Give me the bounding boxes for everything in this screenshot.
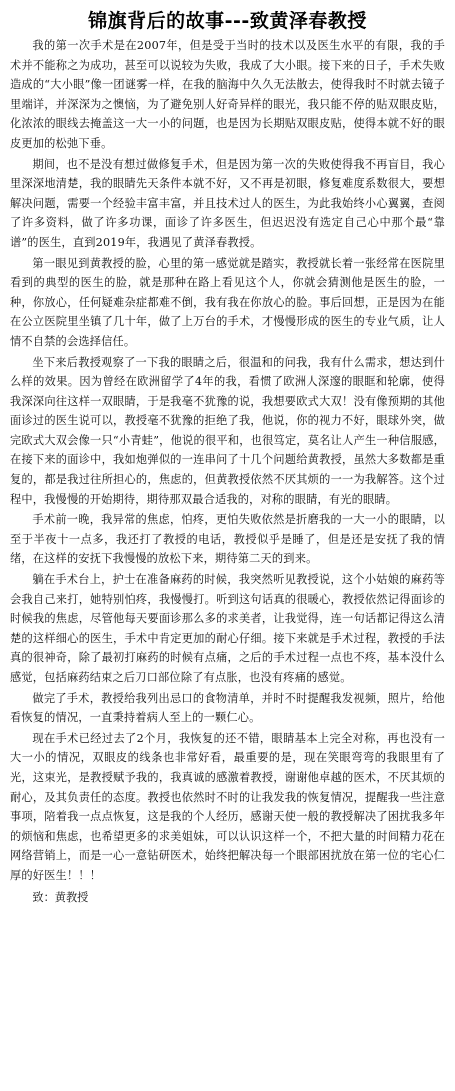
paragraph-4: 坐下来后教授观察了一下我的眼睛之后，很温和的问我，我有什么需求，想达到什么样的效果。因为曾经在欧洲留学了4年的我，看惯了欧洲人深邃的眼眶和轮廓，使得我深深向往这样一双眼睛，于是我毫不犹豫的说，我想要欧式大双！没有像预期的其他面诊过的医生说可以，教授毫不犹豫的拒绝了我，他说，你的视力不好，眼球外突，做完欧式大双会像一只“小青蛙”，他说的很平和，也很笃定，莫名让人产生一种信服感，在接下来的面诊中，我如炮弹似的一连串问了十几个问题给黄教授，虽然大多数都是重复的，都是我过往所担心的，焦虑的，但黄教授依然不厌其烦的一一为我解答。这个过程中，我慢慢的开始期待，期待那双最合适我的，对称的眼睛，有光的眼睛。 [10,355,445,506]
document-title: 锦旗背后的故事---致黄泽春教授 [88,10,367,32]
paragraph-8: 现在手术已经过去了2个月，我恢复的还不错，眼睛基本上完全对称，再也没有一大一小的情况，双眼皮的线条也非常好看，最重要的是，现在笑眼弯弯的我眼里有了光，这束光，是教授赋予我的，我真诚的感激着教授，谢谢他卓越的医术，不厌其烦的耐心，及其负责任的态度。教授也依然时不时的让我发我的恢复情况，提醒我一些注意事项，陪着我一点点恢复，这是我的个人经历，感谢天使一般的教授解决了困扰我多年的烦恼和焦虑，也希望更多的求美姐妹，可以认识这样一个，不把大量的时间精力花在网络营销上，而是一心一意钻研医术，始终把解决每一个眼部困扰放在第一位的宅心仁厚的好医生！！！ [10,731,445,882]
signature: 致：黄教授 [32,890,89,904]
paragraph-6: 躺在手术台上，护士在准备麻药的时候，我突然听见教授说，这个小姑娘的麻药等会我自己来打，她特别怕疼，我慢慢打。听到这句话真的很暖心，教授依然记得面诊的时候我的焦虑，尽管他每天要面诊那么多的求美者，让我觉得，连一句话都记得这么清楚的这样细心的医生，手术中肯定更加的耐心仔细。接下来就是手术过程，教授的手法真的很神奇，除了最初打麻药的时候有点痛，之后的手术过程一点也不疼，基本没什么感觉，包括麻药结束之后刀口部位除了有点胀，也没有疼痛的感觉。 [10,573,445,684]
paragraph-5: 手术前一晚，我异常的焦虑，怕疼，更怕失败依然是折磨我的一大一小的眼睛，以至于半夜十一点多，我还打了教授的电话，教授似乎是睡了，但是还是安抚了我的情绪，在这样的安抚下我慢慢的放松下来，期待第二天的到来。 [10,513,445,566]
paragraph-2: 期间，也不是没有想过做修复手术，但是因为第一次的失败使得我不再盲目，我心里深深地清楚，我的眼睛先天条件本就不好，又不再是初眼，修复难度系数很大，要想解决问题，需要一个经验丰富丰富，并且技术过人的医生，为此我始终小心翼翼，查阅了许多资料，做了许多功课，面诊了许多医生，但迟迟没有选定自己心中那个最“靠谱”的医生，直到2019年，我遇见了黄泽春教授。 [10,157,445,249]
paragraph-3: 第一眼见到黄教授的脸，心里的第一感觉就是踏实，教授就长着一张经常在医院里看到的典型的医生的脸，就是那种在路上看见这个人，你就会猜测他是医生的脸，一种，你放心，任何疑难杂症都难不倒，我有我在你放心的脸。事后回想，正是因为在能在公立医院里坐镇了几十年，做了上万台的手术，才慢慢形成的医生的专业气质，让人情不自禁的会选择信任。 [10,256,445,348]
paragraph-7: 做完了手术，教授给我列出忌口的食物清单，并时不时提醒我发视频，照片，给他看恢复的情况，一直秉持着病人至上的一颗仁心。 [10,691,445,725]
paragraph-1: 我的第一次手术是在2007年，但是受于当时的技术以及医生水平的有限，我的手术并不能称之为成功，甚至可以说较为失败，我成了大小眼。接下来的日子，手术失败造成的“大小眼”像一团谜雾一样，在我的脑海中久久无法散去，使得我时不时就去镜子里端详，并深深为之懊恼，为了避免别人好奇异样的眼光，我只能不停的贴双眼皮贴，化浓浓的眼线去掩盖这一大一小的问题，也是因为长期贴双眼皮贴，使得本就不好的眼皮更加的松弛下垂。 [10,39,445,150]
